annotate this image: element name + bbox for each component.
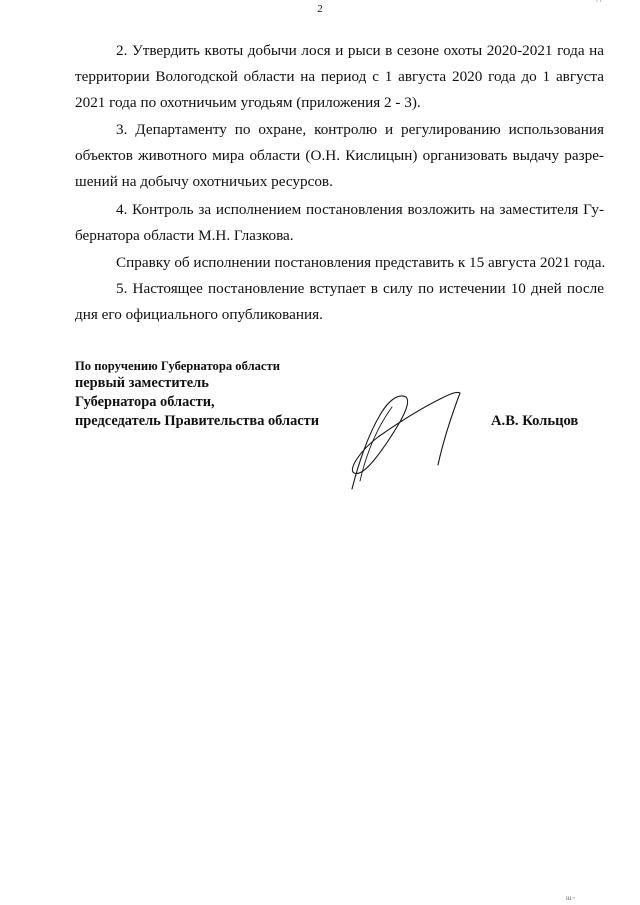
paragraph-line: Справку об исполнении постановления представить к 15 августа 2021 года. (116, 254, 606, 271)
paragraph-line: объектов животного мира области (О.Н. Кислицын) организовать выдачу разре- (75, 147, 604, 164)
paragraph-line: 2. Утвердить квоты добычи лося и рыси в сезоне охоты 2020-2021 года на (116, 42, 604, 59)
paragraph-report-deadline (75, 250, 604, 276)
paragraph-line: шений на добычу охотничьих ресурсов. (75, 173, 333, 190)
paragraph-line: 3. Департаменту по охране, контролю и регулированию использования (116, 121, 604, 138)
signatory-on-behalf: По поручению Губернатора области (75, 359, 280, 373)
paragraph-line: дня его официального опубликования. (75, 306, 323, 323)
paragraph-line: 4. Контроль за исполнением постановления возложить на заместителя Гу- (116, 201, 604, 218)
signatory-name: А.В. Кольцов (491, 413, 579, 429)
handwritten-signature (340, 385, 470, 497)
paragraph-item-4 (75, 197, 604, 249)
paragraph-line: 2021 года по охотничьим угодьям (приложения 2 - 3). (75, 94, 421, 111)
scan-artifact-mark: ш◦ (566, 894, 576, 902)
paragraph-item-3 (75, 117, 604, 195)
scan-artifact-mark: ı ı (596, 0, 602, 4)
paragraph-line: 5. Настоящее постановление вступает в силу по истечении 10 дней после (116, 280, 604, 297)
page-number: 2 (317, 3, 323, 15)
signatory-block (75, 358, 319, 431)
paragraph-line: бернатора области М.Н. Глазкова. (75, 227, 294, 244)
paragraph-line: территории Вологодской области на период с 1 августа 2020 года до 1 августа (75, 68, 604, 85)
paragraph-item-2 (75, 38, 604, 116)
signatory-position-line: Губернатора области, (75, 394, 215, 410)
signatory-position-line: председатель Правительства области (75, 413, 320, 429)
paragraph-item-5 (75, 276, 604, 328)
signatory-position-line: первый заместитель (75, 375, 209, 391)
